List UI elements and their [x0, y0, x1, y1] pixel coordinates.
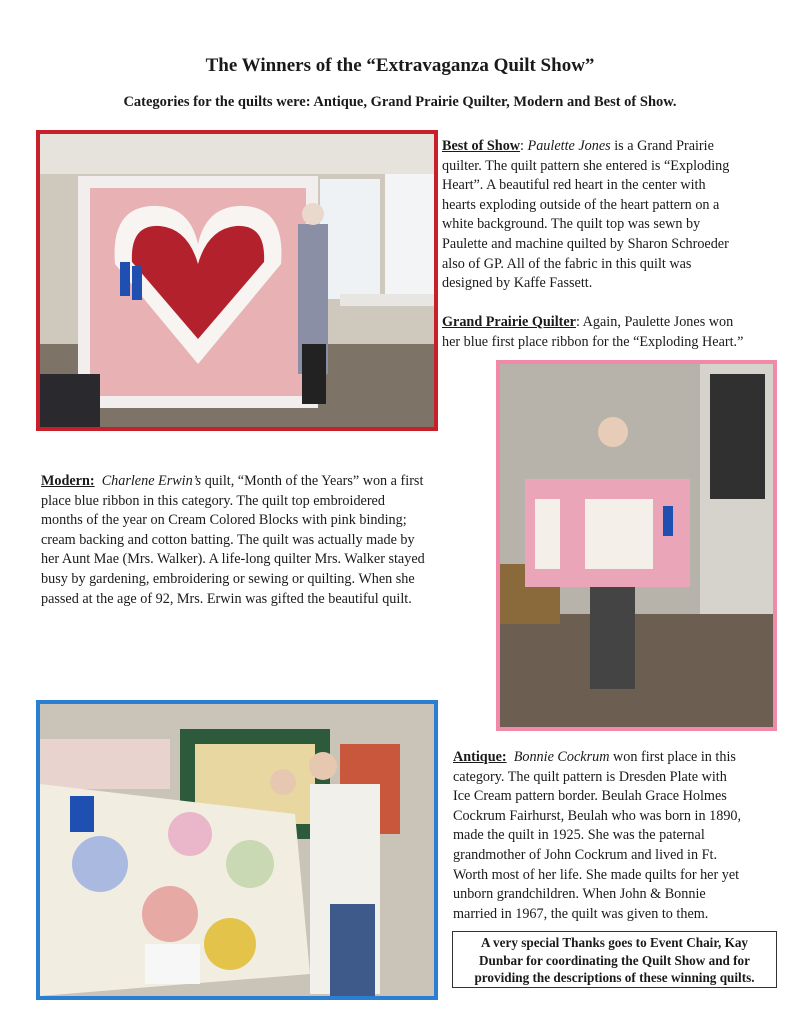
- photo-antique-quilt: [36, 700, 438, 1000]
- best-of-show-text: is a Grand Prairie quilter. The quilt pattern she entered is “Exploding Heart”. A beautiful red heart in the center with hearts exploding outside of the heart pattern on a white background. The quilt top was sewn by Paulette and machine quilted by Sharon Schroeder also of GP. All of the fabric in this quilt was designed by Kaffe Fassett.: [442, 138, 730, 292]
- page-title: The Winners of the “Extravaganza Quilt Show”: [205, 55, 595, 76]
- photo-modern-quilt: [496, 360, 777, 731]
- winner-name: Paulette Jones: [527, 138, 611, 154]
- separator: :: [520, 138, 528, 154]
- best-of-show-label: Best of Show: [442, 138, 521, 154]
- modern-label: Modern:: [41, 473, 95, 489]
- grand-prairie-description: [442, 313, 782, 352]
- modern-text: quilt, “Month of the Years” won a first place blue ribbon in this category. The quilt top embroidered months of the year on Cream Colored Blocks with pink binding; cream backing and cotton batting. The quilt was actually made by her Aunt Mae (Mrs. Walker). A life-long quilter Mrs. Walker stayed busy by gardening, embroidering or sewing or quilting. When she passed at the age of 92, Mrs. Erwin was gifted the beautiful quilt.: [41, 473, 425, 607]
- thanks-box: A very special Thanks goes to Event Chair, Kay Dunbar for coordinating the Quilt Show and for providing the descriptions of these winning quilts.: [452, 931, 777, 988]
- antique-description: [453, 748, 783, 924]
- grand-prairie-text: : Again, Paulette Jones won her blue first place ribbon for the “Exploding Heart.”: [442, 314, 744, 350]
- best-of-show-description: [442, 137, 782, 294]
- subtitle: Categories for the quilts were: Antique, Grand Prairie Quilter, Modern and Best of Show.: [123, 94, 677, 110]
- winner-name: Bonnie Cockrum: [513, 749, 610, 765]
- grand-prairie-label: Grand Prairie Quilter: [442, 314, 576, 330]
- modern-description: [41, 472, 481, 609]
- photo-heart-quilt: [36, 130, 438, 431]
- antique-label: Antique:: [453, 749, 507, 765]
- winner-name: Charlene Erwin’s: [101, 473, 202, 489]
- antique-text: won first place in this category. The quilt pattern is Dresden Plate with Ice Cream pattern border. Beulah Grace Holmes Cockrum Fairhurst, Beulah who was born in 1890, made the quilt in 1925. She was the paternal grandmother of John Cockrum and lived in Ft. Worth most of her life. She made quilts for her yet unborn grandchildren. When John & Bonnie married in 1967, the quilt was given to them.: [453, 749, 742, 922]
